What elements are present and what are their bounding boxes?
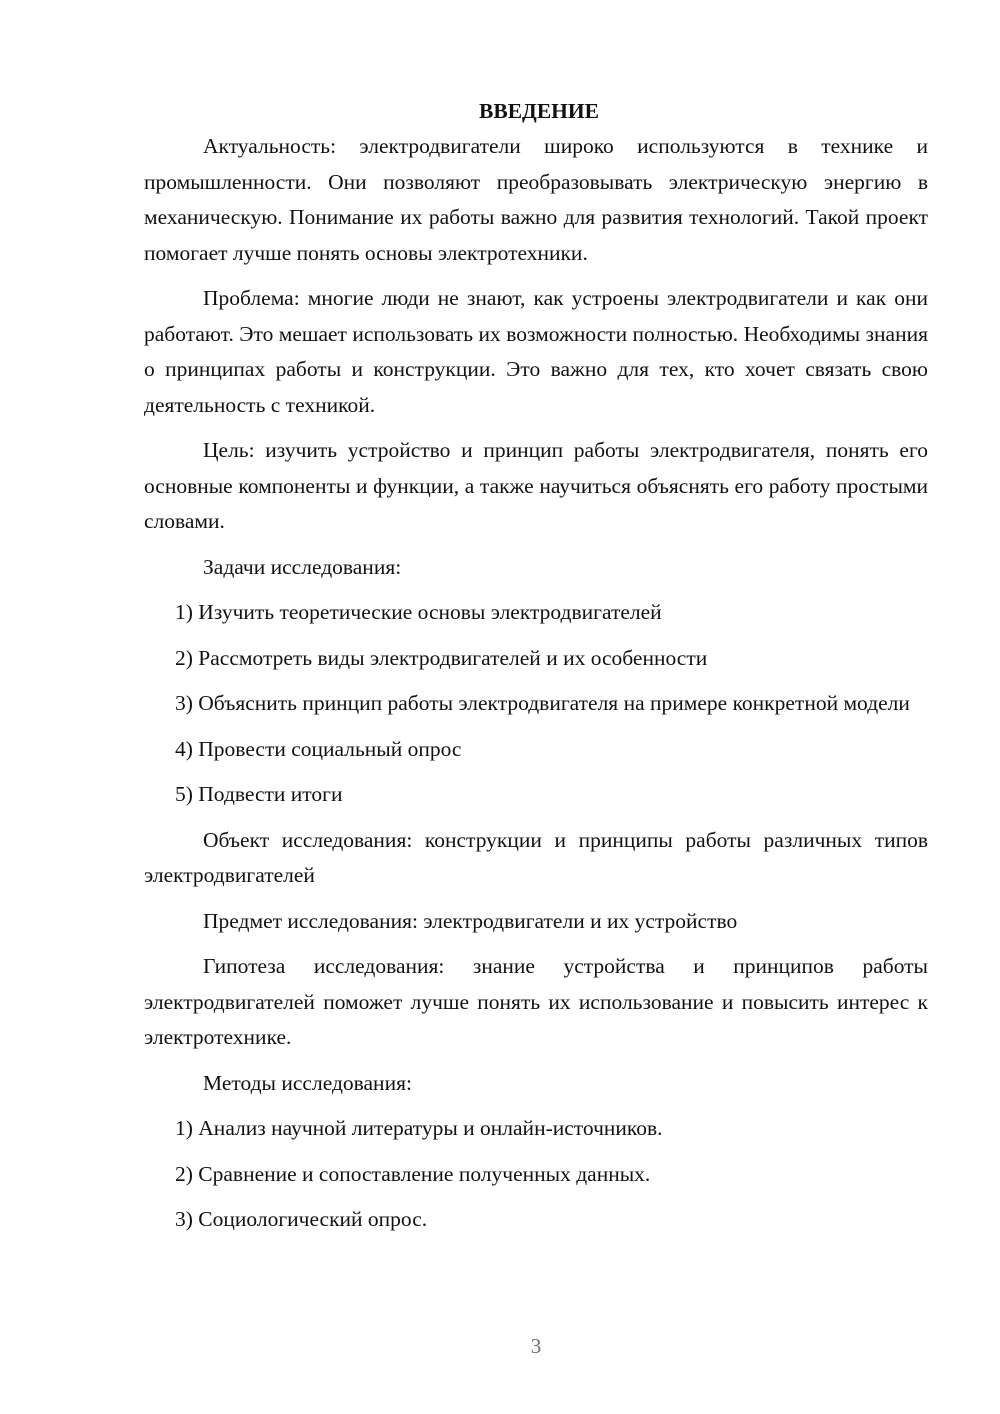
method-item: 1) Анализ научной литературы и онлайн-источников.	[175, 1116, 663, 1140]
task-item: 4) Провести социальный опрос	[175, 736, 462, 761]
task-item: 3) Объяснить принцип работы электродвигателя на примере конкретной модели	[175, 691, 910, 715]
goal-paragraph: Цель: изучить устройство и принцип работы электродвигателя, понять его основные компоненты и функции, а также научиться объяснять его работу простыми словами.	[144, 438, 928, 533]
subject-paragraph: Предмет исследования: электродвигатели и их устройство	[203, 908, 738, 933]
task-item: 2) Рассмотреть виды электродвигателей и их особенности	[175, 645, 708, 670]
task-item: 5) Подвести итоги	[175, 782, 343, 806]
tasks-heading: Задачи исследования:	[203, 554, 402, 579]
page-number: 3	[530, 1334, 542, 1358]
page-title: ВВЕДЕНИЕ	[479, 99, 599, 123]
method-item: 3) Социологический опрос.	[175, 1207, 428, 1231]
relevance-paragraph: Актуальность: электродвигатели широко используются в технике и промышленности. Они позволяют преобразовывать электрическую энергию в механическую. Понимание их работы важно для развития технологий. Такой проект помогает лучше понять основы электротехники.	[144, 134, 928, 265]
object-paragraph: Объект исследования: конструкции и принципы работы различных типов электродвигателей	[144, 827, 928, 887]
document-page	[144, 93, 928, 1248]
methods-heading: Методы исследования:	[203, 1070, 412, 1095]
hypothesis-paragraph: Гипотеза исследования: знание устройства и принципов работы электродвигателей поможет лучше понять их использование и повысить интерес к электротехнике.	[144, 954, 928, 1049]
problem-paragraph: Проблема: многие люди не знают, как устроены электродвигатели и как они работают. Это мешает использовать их возможности полностью. Необходимы знания о принципах работы и конструкции. Это важно для тех, кто хочет связать свою деятельность с техникой.	[144, 286, 928, 417]
task-item: 1) Изучить теоретические основы электродвигателей	[175, 600, 662, 624]
method-item: 2) Сравнение и сопоставление полученных данных.	[175, 1161, 651, 1186]
